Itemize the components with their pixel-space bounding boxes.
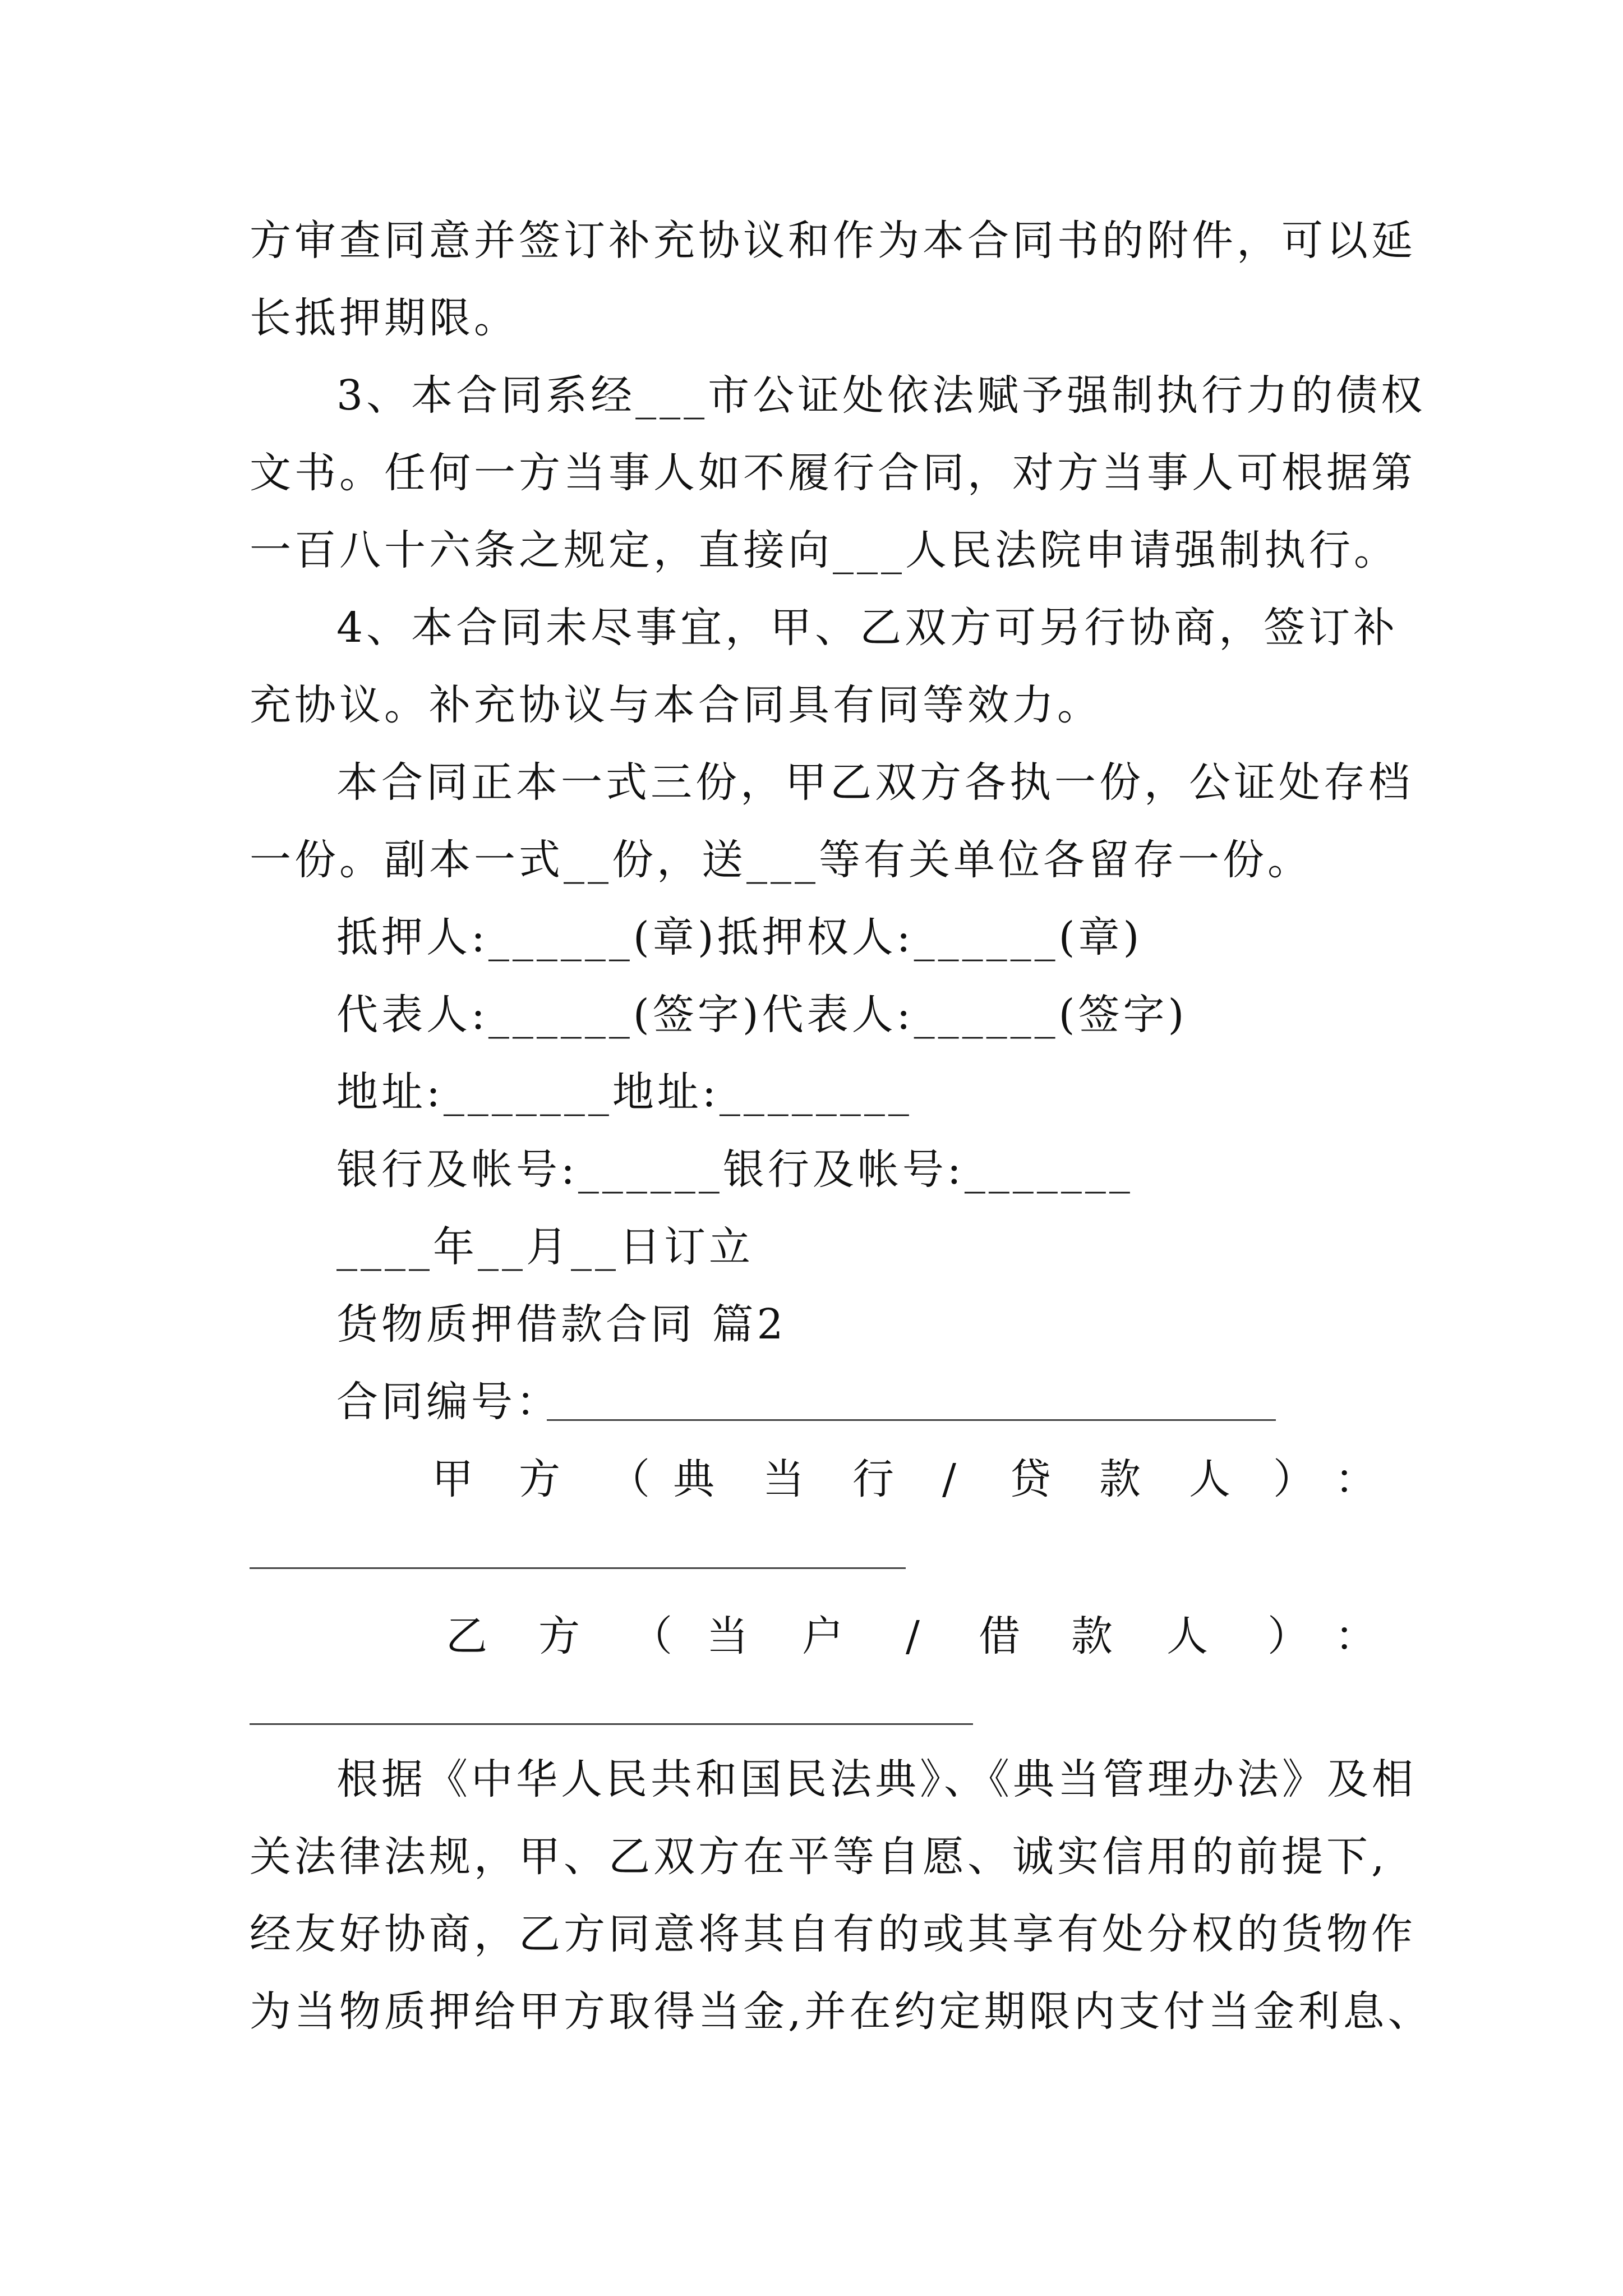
- paragraph-line: 一百八十六条之规定，直接向___人民法院申请强制执行。: [250, 526, 1399, 574]
- party-b-char: 方: [538, 1612, 583, 1660]
- party-b-char: ：: [1335, 1612, 1380, 1660]
- preamble-line: 根据《中华人民共和国民法典》、《典当管理办法》及相: [336, 1755, 1417, 1803]
- copies-line: 本合同正本一式三份，甲乙双方各执一份，公证处存档: [336, 758, 1413, 807]
- party-b-char: /: [906, 1612, 923, 1660]
- party-a-char: 行: [852, 1455, 897, 1503]
- section-title: 货物质押借款合同 篇2: [336, 1300, 787, 1349]
- address-line: 地址:_______地址:________: [336, 1068, 912, 1116]
- bank-account-line: 银行及帐号:______银行及帐号:_______: [336, 1145, 1133, 1194]
- party-a-char: /: [942, 1455, 960, 1503]
- party-a-line: [0, 1455, 1623, 1503]
- party-b-char: 当: [707, 1612, 751, 1660]
- party-b-char: 户: [802, 1612, 847, 1660]
- party-a-char: ：: [1335, 1455, 1380, 1503]
- party-b-char: 人: [1166, 1612, 1211, 1660]
- paragraph-line: 为当物质押给甲方取得当金,并在约定期限内支付当金利息、: [250, 1987, 1433, 2036]
- contract-number-label: 合同编号：: [336, 1378, 561, 1426]
- party-a-char: 人: [1189, 1455, 1234, 1503]
- clause-4-line: 4、本合同未尽事宜，甲、乙双方可另行协商，签订补: [336, 604, 1399, 652]
- party-a-char: 当: [763, 1455, 808, 1503]
- contract-number-blank: [547, 1419, 1276, 1421]
- clause-3-line: 3、本合同系经___市公证处依法赋予强制执行力的债权: [336, 371, 1426, 420]
- party-b-char: 乙: [446, 1612, 491, 1660]
- date-line: ____年__月__日订立: [336, 1223, 754, 1271]
- paragraph-line: 文书。任何一方当事人如不履行合同，对方当事人可根据第: [250, 449, 1416, 497]
- party-a-char: 款: [1099, 1455, 1144, 1503]
- party-a-char: 方: [519, 1455, 564, 1503]
- party-a-char: 贷: [1009, 1455, 1054, 1503]
- party-b-blank: [250, 1723, 973, 1725]
- party-b-char: （: [631, 1612, 676, 1660]
- party-a-char: 甲: [432, 1455, 477, 1503]
- signature-representative-line: 代表人:______(签字)代表人:______(签字): [336, 991, 1188, 1039]
- party-a-blank: [250, 1567, 906, 1569]
- paragraph-line: 一份。副本一式__份，送___等有关单位各留存一份。: [250, 836, 1312, 884]
- paragraph-line: 经友好协商，乙方同意将其自有的或其享有处分权的货物作: [250, 1910, 1416, 1958]
- party-b-char: 借: [979, 1612, 1023, 1660]
- paragraph-line: 关法律法规，甲、乙双方在平等自愿、诚实信用的前提下,: [250, 1833, 1388, 1881]
- party-b-char: 款: [1071, 1612, 1116, 1660]
- party-a-char: 典: [673, 1455, 718, 1503]
- paragraph-line: 方审查同意并签订补充协议和作为本合同书的附件，可以延: [250, 217, 1416, 265]
- party-b-line: [0, 1612, 1623, 1660]
- paragraph-line: 充协议。补充协议与本合同具有同等效力。: [250, 681, 1102, 729]
- paragraph-line: 长抵押期限。: [250, 294, 519, 342]
- party-a-char: （: [608, 1455, 653, 1503]
- party-a-char: ）: [1273, 1455, 1318, 1503]
- party-b-char: ）: [1267, 1612, 1312, 1660]
- signature-mortgagor-line: 抵押人:______(章)抵押权人:______(章): [336, 913, 1143, 961]
